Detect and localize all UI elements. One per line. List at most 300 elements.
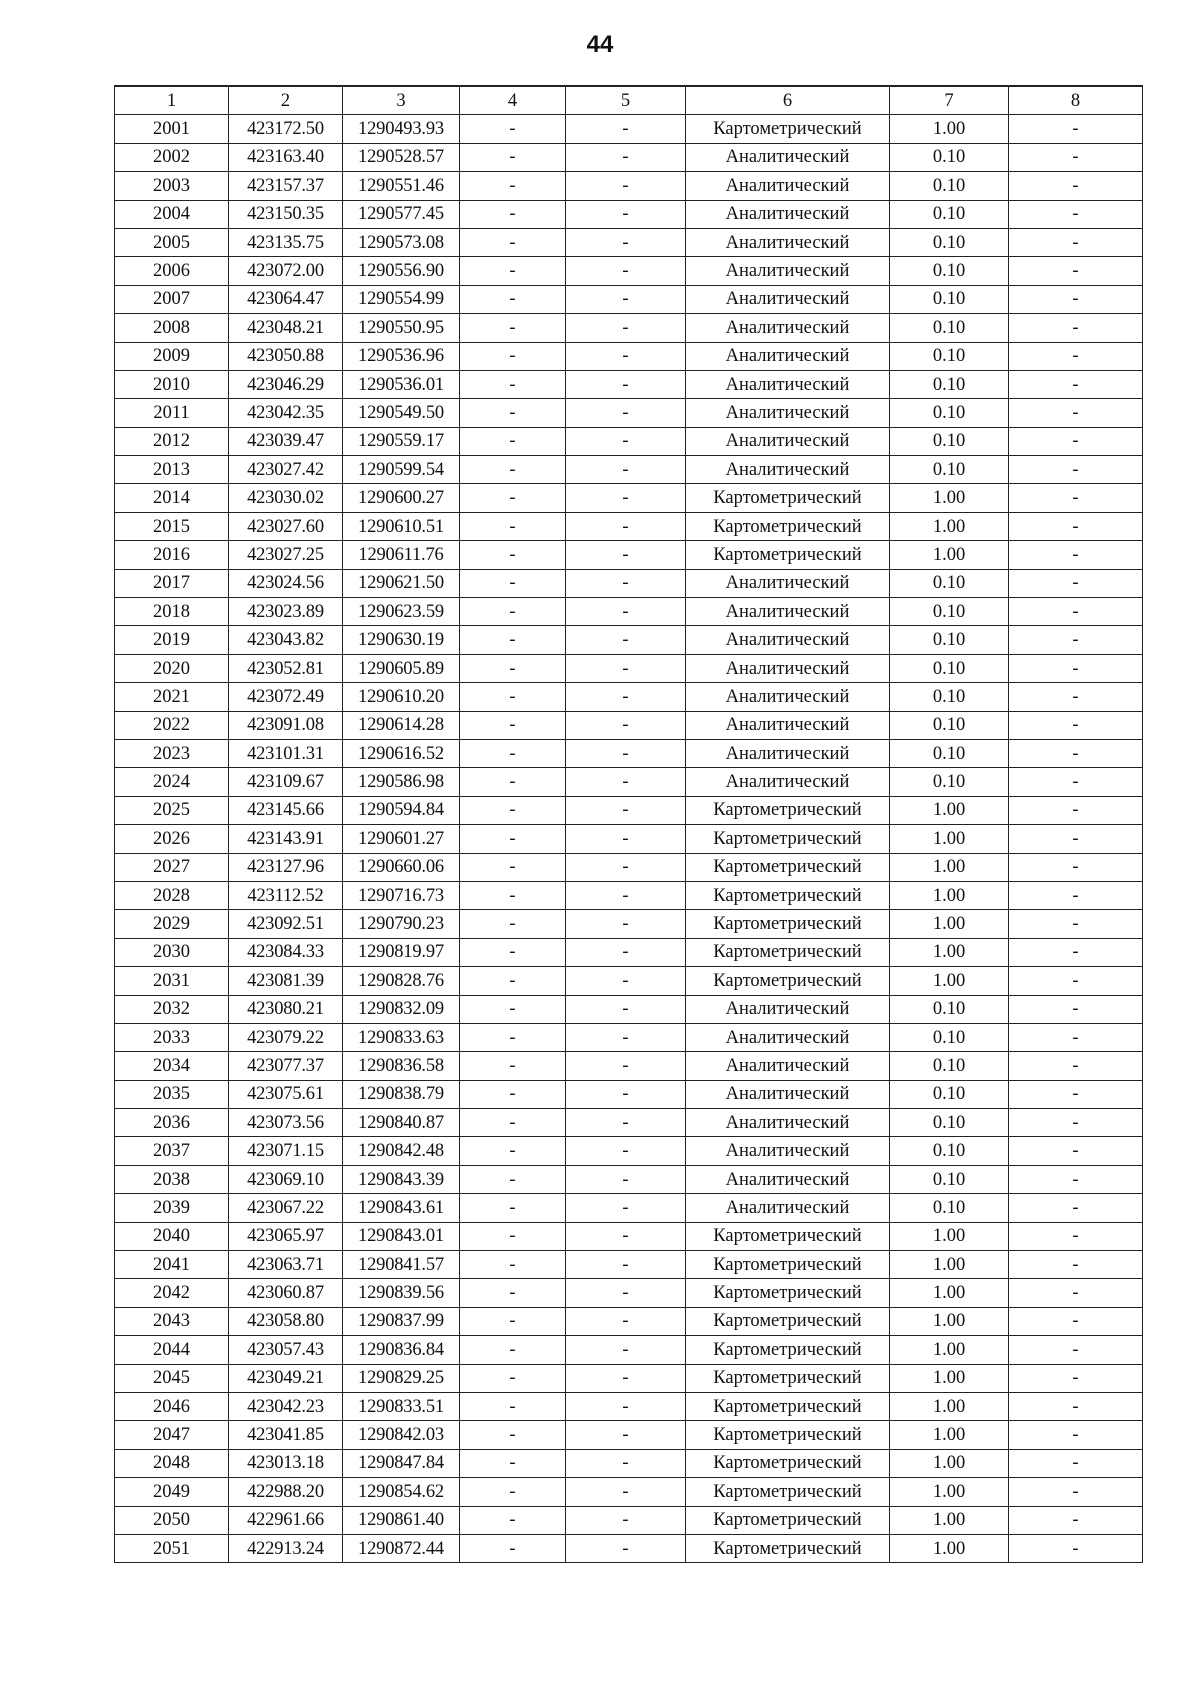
col8-cell: - — [1009, 739, 1143, 767]
point-number-cell: 2009 — [115, 342, 229, 370]
method-cell: Аналитический — [686, 427, 890, 455]
point-number-cell: 2010 — [115, 370, 229, 398]
x-coordinate-cell: 423013.18 — [229, 1449, 343, 1477]
x-coordinate-cell: 422961.66 — [229, 1506, 343, 1534]
y-coordinate-cell: 1290838.79 — [343, 1080, 460, 1108]
col4-cell: - — [460, 1251, 566, 1279]
table-row — [115, 1023, 1143, 1051]
col4-cell: - — [460, 427, 566, 455]
col8-cell: - — [1009, 370, 1143, 398]
table-row — [115, 427, 1143, 455]
y-coordinate-cell: 1290536.01 — [343, 370, 460, 398]
col4-cell: - — [460, 1279, 566, 1307]
col4-cell: - — [460, 314, 566, 342]
x-coordinate-cell: 423060.87 — [229, 1279, 343, 1307]
accuracy-cell: 1.00 — [890, 115, 1009, 143]
x-coordinate-cell: 423058.80 — [229, 1307, 343, 1335]
table-row — [115, 995, 1143, 1023]
accuracy-cell: 1.00 — [890, 1251, 1009, 1279]
col5-cell: - — [566, 1421, 686, 1449]
x-coordinate-cell: 423027.25 — [229, 541, 343, 569]
table-row — [115, 456, 1143, 484]
point-number-cell: 2020 — [115, 654, 229, 682]
column-header: 3 — [343, 86, 460, 115]
table-row — [115, 910, 1143, 938]
table-row — [115, 1421, 1143, 1449]
point-number-cell: 2023 — [115, 739, 229, 767]
method-cell: Аналитический — [686, 143, 890, 171]
method-cell: Аналитический — [686, 342, 890, 370]
col5-cell: - — [566, 342, 686, 370]
table-row — [115, 1222, 1143, 1250]
x-coordinate-cell: 423048.21 — [229, 314, 343, 342]
accuracy-cell: 0.10 — [890, 257, 1009, 285]
accuracy-cell: 0.10 — [890, 427, 1009, 455]
point-number-cell: 2001 — [115, 115, 229, 143]
x-coordinate-cell: 423101.31 — [229, 739, 343, 767]
x-coordinate-cell: 423077.37 — [229, 1052, 343, 1080]
col8-cell: - — [1009, 683, 1143, 711]
table-row — [115, 314, 1143, 342]
accuracy-cell: 1.00 — [890, 881, 1009, 909]
col4-cell: - — [460, 1506, 566, 1534]
col4-cell: - — [460, 541, 566, 569]
col4-cell: - — [460, 1534, 566, 1562]
point-number-cell: 2046 — [115, 1392, 229, 1420]
col4-cell: - — [460, 739, 566, 767]
col4-cell: - — [460, 1137, 566, 1165]
col5-cell: - — [566, 1251, 686, 1279]
point-number-cell: 2047 — [115, 1421, 229, 1449]
col4-cell: - — [460, 1080, 566, 1108]
col8-cell: - — [1009, 1478, 1143, 1506]
col5-cell: - — [566, 512, 686, 540]
accuracy-cell: 1.00 — [890, 853, 1009, 881]
col4-cell: - — [460, 370, 566, 398]
col5-cell: - — [566, 938, 686, 966]
x-coordinate-cell: 422913.24 — [229, 1534, 343, 1562]
col4-cell: - — [460, 711, 566, 739]
method-cell: Аналитический — [686, 1080, 890, 1108]
col4-cell: - — [460, 1023, 566, 1051]
col5-cell: - — [566, 1080, 686, 1108]
method-cell: Аналитический — [686, 1194, 890, 1222]
point-number-cell: 2033 — [115, 1023, 229, 1051]
header-row — [115, 86, 1143, 115]
col5-cell: - — [566, 200, 686, 228]
point-number-cell: 2024 — [115, 768, 229, 796]
table-row — [115, 569, 1143, 597]
page-number: 44 — [586, 31, 614, 58]
table-row — [115, 115, 1143, 143]
col4-cell: - — [460, 654, 566, 682]
x-coordinate-cell: 423057.43 — [229, 1336, 343, 1364]
table-row — [115, 825, 1143, 853]
x-coordinate-cell: 423092.51 — [229, 910, 343, 938]
accuracy-cell: 0.10 — [890, 228, 1009, 256]
accuracy-cell: 1.00 — [890, 512, 1009, 540]
y-coordinate-cell: 1290630.19 — [343, 626, 460, 654]
y-coordinate-cell: 1290599.54 — [343, 456, 460, 484]
col4-cell: - — [460, 512, 566, 540]
col4-cell: - — [460, 1052, 566, 1080]
col5-cell: - — [566, 711, 686, 739]
accuracy-cell: 0.10 — [890, 768, 1009, 796]
col8-cell: - — [1009, 1449, 1143, 1477]
table-row — [115, 1478, 1143, 1506]
x-coordinate-cell: 423043.82 — [229, 626, 343, 654]
method-cell: Аналитический — [686, 1023, 890, 1051]
col5-cell: - — [566, 1392, 686, 1420]
col8-cell: - — [1009, 1080, 1143, 1108]
col8-cell: - — [1009, 228, 1143, 256]
table-row — [115, 1449, 1143, 1477]
point-number-cell: 2028 — [115, 881, 229, 909]
y-coordinate-cell: 1290611.76 — [343, 541, 460, 569]
method-cell: Картометрический — [686, 1251, 890, 1279]
point-number-cell: 2004 — [115, 200, 229, 228]
col4-cell: - — [460, 1392, 566, 1420]
accuracy-cell: 0.10 — [890, 598, 1009, 626]
col4-cell: - — [460, 1364, 566, 1392]
col8-cell: - — [1009, 143, 1143, 171]
point-number-cell: 2038 — [115, 1165, 229, 1193]
accuracy-cell: 0.10 — [890, 1080, 1009, 1108]
table-row — [115, 1364, 1143, 1392]
table-row — [115, 342, 1143, 370]
accuracy-cell: 1.00 — [890, 1421, 1009, 1449]
col4-cell: - — [460, 1449, 566, 1477]
col5-cell: - — [566, 853, 686, 881]
table-row — [115, 1534, 1143, 1562]
col4-cell: - — [460, 796, 566, 824]
method-cell: Картометрический — [686, 881, 890, 909]
point-number-cell: 2007 — [115, 285, 229, 313]
col5-cell: - — [566, 654, 686, 682]
col8-cell: - — [1009, 427, 1143, 455]
col8-cell: - — [1009, 541, 1143, 569]
table-row — [115, 1336, 1143, 1364]
col5-cell: - — [566, 910, 686, 938]
accuracy-cell: 0.10 — [890, 1194, 1009, 1222]
method-cell: Картометрический — [686, 484, 890, 512]
point-number-cell: 2035 — [115, 1080, 229, 1108]
accuracy-cell: 1.00 — [890, 1279, 1009, 1307]
y-coordinate-cell: 1290832.09 — [343, 995, 460, 1023]
x-coordinate-cell: 423172.50 — [229, 115, 343, 143]
x-coordinate-cell: 423041.85 — [229, 1421, 343, 1449]
col5-cell: - — [566, 598, 686, 626]
accuracy-cell: 1.00 — [890, 910, 1009, 938]
y-coordinate-cell: 1290836.58 — [343, 1052, 460, 1080]
col5-cell: - — [566, 796, 686, 824]
table-row — [115, 1052, 1143, 1080]
x-coordinate-cell: 423069.10 — [229, 1165, 343, 1193]
method-cell: Аналитический — [686, 683, 890, 711]
table-row — [115, 1165, 1143, 1193]
point-number-cell: 2050 — [115, 1506, 229, 1534]
table-row — [115, 598, 1143, 626]
y-coordinate-cell: 1290621.50 — [343, 569, 460, 597]
col8-cell: - — [1009, 1109, 1143, 1137]
col5-cell: - — [566, 541, 686, 569]
point-number-cell: 2018 — [115, 598, 229, 626]
method-cell: Картометрический — [686, 1336, 890, 1364]
column-header: 5 — [566, 86, 686, 115]
column-header: 2 — [229, 86, 343, 115]
col5-cell: - — [566, 995, 686, 1023]
col5-cell: - — [566, 456, 686, 484]
x-coordinate-cell: 423084.33 — [229, 938, 343, 966]
accuracy-cell: 1.00 — [890, 1336, 1009, 1364]
col4-cell: - — [460, 683, 566, 711]
method-cell: Картометрический — [686, 796, 890, 824]
y-coordinate-cell: 1290837.99 — [343, 1307, 460, 1335]
y-coordinate-cell: 1290549.50 — [343, 399, 460, 427]
x-coordinate-cell: 423143.91 — [229, 825, 343, 853]
method-cell: Картометрический — [686, 541, 890, 569]
point-number-cell: 2041 — [115, 1251, 229, 1279]
table-row — [115, 285, 1143, 313]
accuracy-cell: 1.00 — [890, 1506, 1009, 1534]
x-coordinate-cell: 423039.47 — [229, 427, 343, 455]
col8-cell: - — [1009, 1023, 1143, 1051]
method-cell: Аналитический — [686, 285, 890, 313]
col4-cell: - — [460, 1336, 566, 1364]
col8-cell: - — [1009, 1222, 1143, 1250]
table-row — [115, 1251, 1143, 1279]
col8-cell: - — [1009, 456, 1143, 484]
x-coordinate-cell: 422988.20 — [229, 1478, 343, 1506]
y-coordinate-cell: 1290616.52 — [343, 739, 460, 767]
point-number-cell: 2002 — [115, 143, 229, 171]
x-coordinate-cell: 423030.02 — [229, 484, 343, 512]
y-coordinate-cell: 1290716.73 — [343, 881, 460, 909]
col5-cell: - — [566, 484, 686, 512]
table-row — [115, 739, 1143, 767]
table-row — [115, 200, 1143, 228]
method-cell: Аналитический — [686, 711, 890, 739]
col4-cell: - — [460, 228, 566, 256]
method-cell: Картометрический — [686, 1534, 890, 1562]
y-coordinate-cell: 1290872.44 — [343, 1534, 460, 1562]
table-row — [115, 512, 1143, 540]
column-header: 8 — [1009, 86, 1143, 115]
method-cell: Аналитический — [686, 399, 890, 427]
col8-cell: - — [1009, 881, 1143, 909]
table-row — [115, 228, 1143, 256]
col5-cell: - — [566, 314, 686, 342]
method-cell: Аналитический — [686, 768, 890, 796]
col5-cell: - — [566, 115, 686, 143]
accuracy-cell: 0.10 — [890, 569, 1009, 597]
table-row — [115, 853, 1143, 881]
accuracy-cell: 0.10 — [890, 314, 1009, 342]
x-coordinate-cell: 423127.96 — [229, 853, 343, 881]
accuracy-cell: 0.10 — [890, 1109, 1009, 1137]
col8-cell: - — [1009, 796, 1143, 824]
col4-cell: - — [460, 569, 566, 597]
col5-cell: - — [566, 1506, 686, 1534]
col5-cell: - — [566, 683, 686, 711]
col4-cell: - — [460, 1421, 566, 1449]
point-number-cell: 2036 — [115, 1109, 229, 1137]
y-coordinate-cell: 1290554.99 — [343, 285, 460, 313]
col4-cell: - — [460, 626, 566, 654]
table-row — [115, 1279, 1143, 1307]
y-coordinate-cell: 1290550.95 — [343, 314, 460, 342]
accuracy-cell: 0.10 — [890, 626, 1009, 654]
col8-cell: - — [1009, 910, 1143, 938]
col8-cell: - — [1009, 598, 1143, 626]
col8-cell: - — [1009, 1052, 1143, 1080]
table-row — [115, 1506, 1143, 1534]
col5-cell: - — [566, 1194, 686, 1222]
point-number-cell: 2026 — [115, 825, 229, 853]
point-number-cell: 2022 — [115, 711, 229, 739]
col5-cell: - — [566, 569, 686, 597]
method-cell: Аналитический — [686, 598, 890, 626]
accuracy-cell: 1.00 — [890, 1307, 1009, 1335]
accuracy-cell: 0.10 — [890, 285, 1009, 313]
y-coordinate-cell: 1290605.89 — [343, 654, 460, 682]
column-header: 7 — [890, 86, 1009, 115]
col5-cell: - — [566, 427, 686, 455]
method-cell: Аналитический — [686, 172, 890, 200]
col8-cell: - — [1009, 399, 1143, 427]
col4-cell: - — [460, 995, 566, 1023]
accuracy-cell: 1.00 — [890, 825, 1009, 853]
col8-cell: - — [1009, 200, 1143, 228]
x-coordinate-cell: 423063.71 — [229, 1251, 343, 1279]
col4-cell: - — [460, 1109, 566, 1137]
col8-cell: - — [1009, 1251, 1143, 1279]
table-row — [115, 1137, 1143, 1165]
table-row — [115, 143, 1143, 171]
table-row — [115, 1194, 1143, 1222]
col8-cell: - — [1009, 825, 1143, 853]
col4-cell: - — [460, 938, 566, 966]
y-coordinate-cell: 1290556.90 — [343, 257, 460, 285]
col8-cell: - — [1009, 569, 1143, 597]
table-row — [115, 484, 1143, 512]
table-row — [115, 626, 1143, 654]
point-number-cell: 2040 — [115, 1222, 229, 1250]
y-coordinate-cell: 1290819.97 — [343, 938, 460, 966]
col5-cell: - — [566, 228, 686, 256]
y-coordinate-cell: 1290528.57 — [343, 143, 460, 171]
y-coordinate-cell: 1290601.27 — [343, 825, 460, 853]
accuracy-cell: 1.00 — [890, 796, 1009, 824]
accuracy-cell: 0.10 — [890, 995, 1009, 1023]
accuracy-cell: 1.00 — [890, 938, 1009, 966]
table-row — [115, 768, 1143, 796]
x-coordinate-cell: 423112.52 — [229, 881, 343, 909]
y-coordinate-cell: 1290843.61 — [343, 1194, 460, 1222]
table-row — [115, 967, 1143, 995]
method-cell: Картометрический — [686, 1364, 890, 1392]
table-row — [115, 881, 1143, 909]
method-cell: Картометрический — [686, 1307, 890, 1335]
y-coordinate-cell: 1290536.96 — [343, 342, 460, 370]
point-number-cell: 2030 — [115, 938, 229, 966]
accuracy-cell: 0.10 — [890, 683, 1009, 711]
y-coordinate-cell: 1290614.28 — [343, 711, 460, 739]
method-cell: Аналитический — [686, 456, 890, 484]
y-coordinate-cell: 1290551.46 — [343, 172, 460, 200]
col8-cell: - — [1009, 172, 1143, 200]
y-coordinate-cell: 1290833.51 — [343, 1392, 460, 1420]
x-coordinate-cell: 423150.35 — [229, 200, 343, 228]
x-coordinate-cell: 423081.39 — [229, 967, 343, 995]
col8-cell: - — [1009, 1307, 1143, 1335]
col4-cell: - — [460, 456, 566, 484]
x-coordinate-cell: 423157.37 — [229, 172, 343, 200]
accuracy-cell: 1.00 — [890, 484, 1009, 512]
col5-cell: - — [566, 881, 686, 909]
col4-cell: - — [460, 967, 566, 995]
accuracy-cell: 0.10 — [890, 143, 1009, 171]
col5-cell: - — [566, 825, 686, 853]
table-row — [115, 711, 1143, 739]
accuracy-cell: 0.10 — [890, 370, 1009, 398]
table-row — [115, 1080, 1143, 1108]
x-coordinate-cell: 423163.40 — [229, 143, 343, 171]
method-cell: Аналитический — [686, 569, 890, 597]
x-coordinate-cell: 423050.88 — [229, 342, 343, 370]
col5-cell: - — [566, 399, 686, 427]
point-number-cell: 2003 — [115, 172, 229, 200]
method-cell: Аналитический — [686, 654, 890, 682]
column-header: 1 — [115, 86, 229, 115]
point-number-cell: 2014 — [115, 484, 229, 512]
table-row — [115, 370, 1143, 398]
method-cell: Аналитический — [686, 228, 890, 256]
x-coordinate-cell: 423071.15 — [229, 1137, 343, 1165]
method-cell: Картометрический — [686, 938, 890, 966]
col5-cell: - — [566, 143, 686, 171]
point-number-cell: 2048 — [115, 1449, 229, 1477]
point-number-cell: 2008 — [115, 314, 229, 342]
col8-cell: - — [1009, 626, 1143, 654]
accuracy-cell: 1.00 — [890, 1364, 1009, 1392]
y-coordinate-cell: 1290843.39 — [343, 1165, 460, 1193]
accuracy-cell: 1.00 — [890, 1222, 1009, 1250]
table-row — [115, 541, 1143, 569]
col4-cell: - — [460, 399, 566, 427]
table-row — [115, 1307, 1143, 1335]
method-cell: Картометрический — [686, 910, 890, 938]
x-coordinate-cell: 423042.23 — [229, 1392, 343, 1420]
point-number-cell: 2027 — [115, 853, 229, 881]
col4-cell: - — [460, 285, 566, 313]
col5-cell: - — [566, 739, 686, 767]
table-row — [115, 1109, 1143, 1137]
x-coordinate-cell: 423073.56 — [229, 1109, 343, 1137]
table-row — [115, 796, 1143, 824]
col5-cell: - — [566, 1364, 686, 1392]
coordinates-table — [114, 85, 1143, 1563]
accuracy-cell: 1.00 — [890, 1478, 1009, 1506]
col8-cell: - — [1009, 967, 1143, 995]
x-coordinate-cell: 423135.75 — [229, 228, 343, 256]
table-row — [115, 399, 1143, 427]
col5-cell: - — [566, 626, 686, 654]
accuracy-cell: 0.10 — [890, 172, 1009, 200]
point-number-cell: 2037 — [115, 1137, 229, 1165]
col4-cell: - — [460, 768, 566, 796]
col8-cell: - — [1009, 654, 1143, 682]
